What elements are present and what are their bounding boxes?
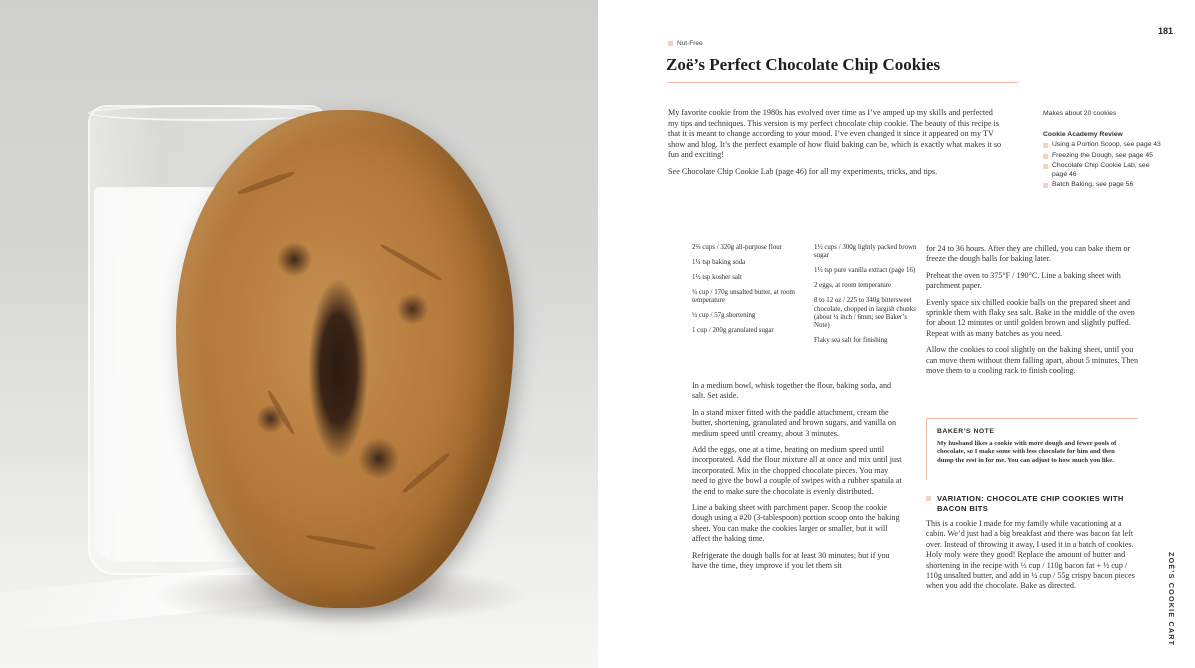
method-step: In a medium bowl, whisk together the flour, baking soda, and salt. Set aside. — [692, 381, 892, 401]
method-step: Evenly space six chilled cookie balls on the prepared sheet and sprinkle them with flaky sea salt. Bake in the middle of the oven for about 12 minutes or until golden brown and slightly puffed. Repeat with as many batches as you need. — [926, 297, 1135, 338]
review-item: Freezing the Dough, see page 45 — [1043, 152, 1163, 161]
bakers-note-title: BAKER’S NOTE — [937, 428, 995, 435]
tag-bullet-icon — [668, 41, 673, 46]
method-step: Preheat the oven to 375°F / 190°C. Line a baking sheet with parchment paper. — [926, 270, 1121, 291]
diet-tag — [668, 40, 703, 47]
method-step: In a stand mixer fitted with the paddle attachment, cream the butter, shortening, granulated and brown sugars, and vanilla on medium speed until creamy, about 3 minutes. — [692, 407, 896, 438]
ingredients-column-2 — [814, 244, 922, 352]
method-column-2 — [926, 244, 1140, 382]
recipe-sidebar — [1043, 110, 1163, 192]
ingredients-column-1 — [692, 244, 800, 352]
diet-tag-label: Nut-Free — [677, 40, 703, 47]
method-step: Refrigerate the dough balls for at least 30 minutes; but if you have the time, they improve if you let them sit — [692, 550, 890, 571]
ingredient: 8 to 12 oz / 225 to 340g bittersweet chocolate, chopped in largish chunks (about ¼ inch / 6mm; see Baker’s Note) — [814, 297, 916, 330]
variation — [926, 494, 1140, 592]
chocolate-chip-cookie — [176, 110, 514, 608]
method-step: Allow the cookies to cool slightly on the baking sheet, until you can move them without them falling apart, about 5 minutes. Then move them to a cooling rack to finish cooling. — [926, 345, 1139, 376]
variation-body: This is a cookie I made for my family while vacationing at a cabin. We’d just had a big breakfast and there was bacon fat left over. Instead of throwing it away, I used it in a batch of cookies. Holy moly were they good! Replace the amount of butter and shortening in the recipe with ½ cup / 110g bacon fat + ½ cup / 110g unsalted butter, and add in ¼ cup / 55g crispy bacon pieces when you add the chocolate. Bake as directed. — [926, 519, 1135, 591]
ingredient: 2 eggs, at room temperature — [814, 282, 892, 290]
recipe-title: Zoë’s Perfect Chocolate Chip Cookies — [666, 55, 941, 74]
yield: Makes about 20 cookies — [1043, 110, 1117, 117]
title-divider — [668, 82, 1018, 83]
review-item: Chocolate Chip Cookie Lab, see page 46 — [1043, 162, 1163, 179]
method-step: Add the eggs, one at a time, beating on medium speed until incorporated. Add the flour mixture all at once and mix until just incorporated. Mix in the chopped chocolate pieces. You may need to give the bowl a couple of swipes with a rubber spatula at the end to make sure the chocolate is evenly distributed. — [692, 445, 902, 496]
bakers-note-body: My husband likes a cookie with more dough and fewer pools of chocolate, so I make some with less chocolate for him and then dump the rest in for me. You can adjust to how much you like. — [937, 440, 1117, 464]
ingredient: 1¼ tsp baking soda — [692, 258, 746, 266]
ingredient: ¾ cup / 170g unsalted butter, at room temperature — [692, 288, 795, 305]
recipe-page — [598, 0, 1195, 668]
page-number: 181 — [1157, 26, 1173, 36]
ingredient: 1½ tsp pure vanilla extract (page 16) — [814, 267, 916, 275]
ingredient: 2⅔ cups / 320g all-purpose flour — [692, 244, 782, 251]
ingredient: Flaky sea salt for finishing — [814, 337, 888, 345]
method-step: for 24 to 36 hours. After they are chilled, you can bake them or freeze the dough balls for baking later. — [926, 244, 1131, 264]
intro-paragraph: My favorite cookie from the 1980s has evolved over time as I’ve amped up my skills and perfected my tips and techniques. This version is my perfect chocolate chip cookie. The beauty of this recipe is that it is meant to change according to your mood. I’ve even changed it since it appeared on my TV show and blog. It’s the perfect example of how fluid baking can be, which is exactly what makes it so fun and exciting! — [668, 108, 1002, 160]
review-item: Using a Portion Scoop, see page 43 — [1043, 141, 1163, 150]
method-step: Line a baking sheet with parchment paper. Scoop the cookie dough using a #20 (3-tablespoon) portion scoop onto the baking sheet. You can make the cookies larger or smaller, but it will affect the baking time. — [692, 503, 900, 544]
ingredients-list — [692, 244, 922, 352]
variation-bullet-icon — [926, 496, 931, 501]
ingredient: 1 cup / 200g granulated sugar — [692, 326, 774, 334]
bakers-note — [926, 418, 1138, 480]
review-item: Batch Baking, see page 56 — [1043, 181, 1163, 190]
method-column-1 — [692, 381, 902, 578]
ingredient: 1½ cups / 300g lightly packed brown sugar — [814, 244, 917, 260]
ingredient: 1½ tsp kosher salt — [692, 273, 742, 281]
review-label: Cookie Academy Review — [1043, 131, 1123, 138]
intro-paragraph: See Chocolate Chip Cookie Lab (page 46) for all my experiments, tricks, and tips. — [668, 166, 938, 176]
variation-heading — [926, 494, 1140, 514]
ingredient: ¼ cup / 57g shortening — [692, 312, 756, 320]
running-head: ZOË’S COOKIE CART — [1167, 552, 1176, 647]
intro — [668, 108, 1003, 184]
review-list — [1043, 141, 1163, 190]
variation-title: VARIATION: CHOCOLATE CHIP COOKIES WITH BACON BITS — [937, 494, 1124, 513]
